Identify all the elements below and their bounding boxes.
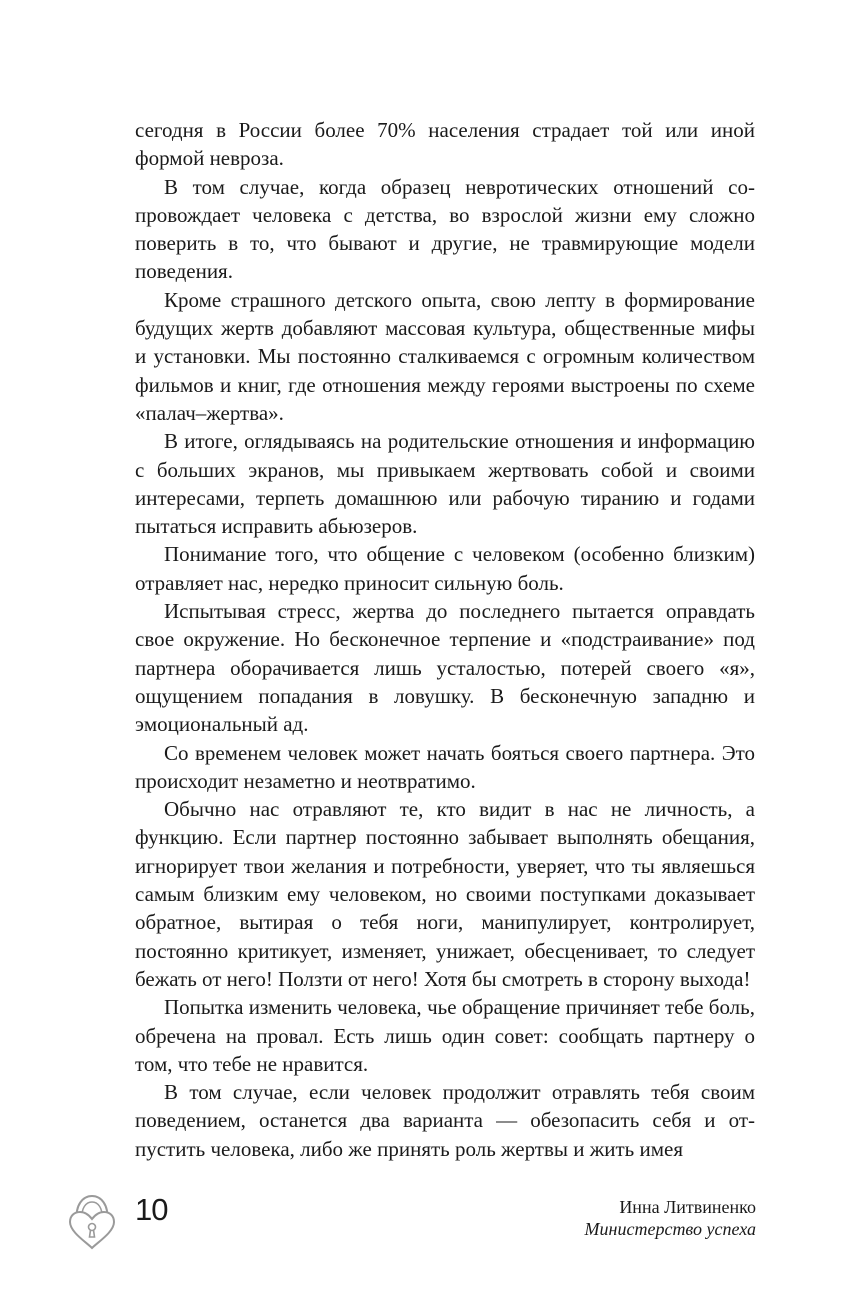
paragraph: Понимание того, что общение с человеком (особенно близким) отравляет нас, нередко приносит сильную боль. bbox=[135, 542, 755, 595]
book-title: Министерство успеха bbox=[584, 1219, 756, 1239]
heart-lock-icon bbox=[66, 1190, 118, 1252]
paragraph: Обычно нас отравляют те, кто видит в нас не личность, а функцию. Если партнер постоянно забывает выполнять обещания, игнорирует твои желания и потребности, уверяет, что ты являешься самым близким ему человеком, но своими поступками доказывает обратное, вытирая о тебя ноги, манипулирует, контролирует, постоянно критикует, изменяет, унижает, обесценивает, то следует бежать от него! Ползти от него! Хотя бы смотреть в сторону выхода! bbox=[135, 797, 755, 991]
paragraph: Испытывая стресс, жертва до последнего пытается оправдать свое окружение. Но бесконечное терпение и «подстраивание» под партнера оборачивается лишь усталостью, потерей своего «я», ощущением попадания в ловушку. В бесконечную западню и эмоциональный ад. bbox=[135, 599, 755, 737]
paragraph: В том случае, если человек продолжит отравлять тебя своим поведением, останется два варианта — обезопасить себя и отпустить человека, либо же принять роль жертвы и жить имея bbox=[135, 1080, 755, 1161]
body-text bbox=[135, 116, 755, 1163]
running-footer bbox=[585, 1196, 756, 1240]
paragraph: В том случае, когда образец невротических отношений сопровождает человека с детства, во взрослой жизни ему сложно поверить в то, что бывают и другие, не травмирующие модели поведения. bbox=[135, 174, 755, 284]
paragraph: Попытка изменить человека, чье обращение причиняет тебе боль, обречена на провал. Есть лишь один совет: сообщать партнеру о том, что тебе не нравится. bbox=[135, 995, 755, 1076]
author-name: Инна Литвиненко bbox=[619, 1197, 756, 1217]
paragraph: Кроме страшного детского опыта, свою лепту в формирование будущих жертв добавляют массовая культура, общественные мифы и установки. Мы постоянно сталкиваемся с огромным количеством фильмов и книг, где отношения между героями выстроены по схеме «палач–жертва». bbox=[135, 287, 755, 425]
paragraph: сегодня в России более 70% населения страдает той или иной формой невроза. bbox=[135, 118, 755, 171]
page-number: 10 bbox=[135, 1192, 168, 1227]
paragraph: В итоге, оглядываясь на родительские отношения и информацию с больших экранов, мы привыкаем жертвовать собой и своими интересами, терпеть домашнюю или рабочую тиранию и годами пытаться исправить абьюзеров. bbox=[135, 429, 755, 539]
paragraph: Со временем человек может начать бояться своего партнера. Это происходит незаметно и неотвратимо. bbox=[135, 740, 755, 793]
